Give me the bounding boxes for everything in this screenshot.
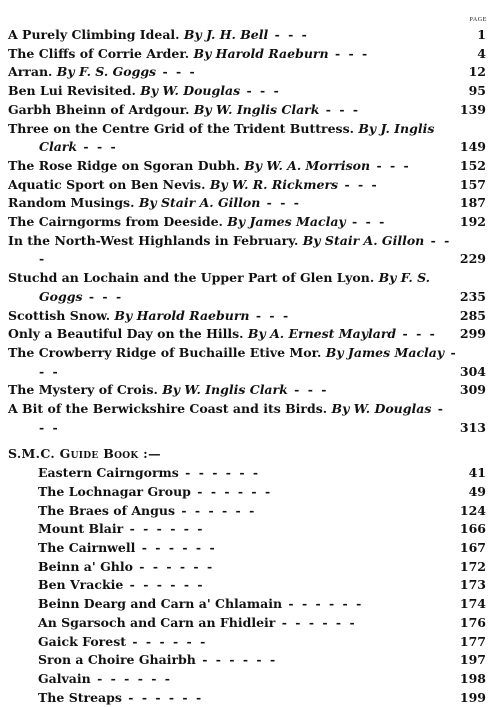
- dot-leader: - - - - - -: [282, 596, 364, 612]
- entry-page-number: 139: [459, 101, 486, 117]
- dot-leader: - - -: [338, 176, 379, 192]
- dot-leader: - - - - - -: [190, 483, 273, 499]
- guide-entry: [8, 576, 488, 595]
- dot-leader: - - -: [370, 157, 411, 173]
- entry-title: Three on the Centre Grid of the Trident Buttress.: [8, 120, 354, 136]
- entry-author: By Harold Raeburn: [114, 307, 250, 323]
- entry-title: Scottish Snow.: [8, 307, 111, 323]
- guide-entry-page-number: 176: [459, 614, 486, 630]
- toc-entry: [8, 45, 488, 64]
- dot-leader: - - -: [77, 139, 118, 155]
- entry-page-number: 12: [468, 64, 486, 80]
- dot-leader: - - -: [268, 27, 309, 42]
- guide-heading-prefix: S.M.C.: [8, 446, 56, 462]
- article-list: [8, 26, 488, 437]
- guide-entry-title: Eastern Cairngorms: [38, 465, 179, 481]
- entry-author: By J. H. Bell: [183, 27, 269, 42]
- entry-author: By W. Inglis Clark: [162, 382, 288, 398]
- entry-author: By James Maclay: [227, 214, 346, 230]
- entry-page-number: 192: [459, 214, 486, 230]
- guide-entry: [8, 558, 488, 577]
- toc-entry: [8, 307, 488, 326]
- toc-entry: [8, 157, 488, 176]
- dot-leader: - - -: [287, 382, 329, 398]
- dot-leader: - - -: [260, 195, 301, 211]
- dot-leader: - - -: [319, 101, 361, 117]
- dot-leader: - - - - - -: [135, 539, 217, 555]
- entry-title: Only a Beautiful Day on the Hills.: [8, 326, 244, 342]
- dot-leader: - - -: [156, 64, 197, 80]
- entry-page-number: 1: [477, 27, 486, 42]
- entry-page-number: 187: [459, 195, 486, 211]
- entry-author: By J. Inglis Clark: [39, 120, 435, 155]
- entry-author: By Harold Raeburn: [193, 45, 329, 61]
- entry-page-number: 304: [459, 363, 486, 379]
- toc-entry: [8, 101, 488, 120]
- entry-page-number: 152: [459, 157, 486, 173]
- toc-entry: [8, 63, 488, 82]
- entry-author: By Stair A. Gillon: [302, 232, 425, 248]
- dot-leader: - - -: [249, 307, 291, 323]
- guide-entry-title: Mount Blair: [38, 521, 124, 537]
- entry-page-number: 285: [459, 307, 486, 323]
- guide-entry-page-number: 166: [459, 521, 486, 537]
- entry-author: By W. Inglis Clark: [193, 101, 320, 117]
- entry-title: Arran.: [8, 64, 53, 80]
- guide-entry-title: Gaick Forest: [38, 633, 127, 649]
- toc-entry: [8, 381, 488, 400]
- guide-entry-title: The Lochnagar Group: [38, 483, 191, 499]
- dot-leader: - - - - - -: [126, 633, 208, 649]
- guide-entry-page-number: 199: [459, 689, 486, 705]
- entry-title: A Purely Climbing Ideal.: [8, 27, 180, 42]
- guide-entry-title: Beinn Dearg and Carn a' Chlamain: [38, 596, 283, 612]
- guide-entry: [8, 539, 488, 558]
- toc-entry: [8, 232, 488, 269]
- entry-page-number: 313: [459, 419, 486, 435]
- dot-leader: - - -: [39, 401, 445, 435]
- guide-entry: [8, 520, 488, 539]
- entry-page-number: 309: [459, 382, 486, 398]
- guide-entry-title: The Streaps: [38, 689, 122, 705]
- entry-title: In the North-West Highlands in February.: [8, 232, 299, 248]
- guide-book-heading: [8, 445, 488, 464]
- guide-entry-title: The Cairnwell: [38, 539, 136, 555]
- guide-entry-page-number: 167: [459, 539, 486, 555]
- guide-entry-title: Sron a Choire Ghairbh: [38, 652, 196, 668]
- guide-entry: [8, 483, 488, 502]
- entry-title: Garbh Bheinn of Ardgour.: [8, 101, 190, 117]
- guide-heading-title: Guide Book: [59, 446, 139, 462]
- entry-author: By Stair A. Gillon: [138, 195, 261, 211]
- guide-entry-title: Galvain: [38, 670, 91, 686]
- guide-entry-page-number: 41: [468, 465, 486, 481]
- toc-entry: [8, 120, 488, 157]
- guide-entry-page-number: 173: [459, 577, 486, 593]
- entry-title: The Crowberry Ridge of Buchaille Etive Mor.: [8, 344, 322, 360]
- guide-entry: [8, 502, 488, 521]
- toc-entry: [8, 26, 488, 45]
- guide-entry: [8, 595, 488, 614]
- guide-entry: [8, 651, 488, 670]
- entry-title: Random Musings.: [8, 195, 135, 211]
- guide-entry-page-number: 49: [468, 483, 486, 499]
- dot-leader: - - - - - -: [195, 652, 278, 668]
- guide-book-list: [8, 464, 488, 707]
- entry-title: The Mystery of Crois.: [8, 382, 158, 398]
- guide-entry: [8, 614, 488, 633]
- toc-entry: [8, 213, 488, 232]
- entry-author: By W. Douglas: [140, 83, 241, 99]
- table-of-contents: [8, 26, 488, 707]
- entry-author: By W. Douglas: [331, 401, 432, 417]
- dot-leader: - - -: [39, 232, 452, 267]
- dot-leader: - - -: [39, 344, 458, 379]
- dot-leader: - - - - - -: [132, 558, 215, 574]
- entry-title: Ben Lui Revisited.: [8, 83, 136, 99]
- guide-entry-title: The Braes of Angus: [38, 502, 176, 518]
- entry-page-number: 95: [468, 83, 486, 99]
- dot-leader: - - - - - -: [90, 670, 172, 686]
- toc-entry: [8, 344, 488, 381]
- guide-entry-page-number: 124: [459, 502, 486, 518]
- dot-leader: - - - - - -: [275, 614, 357, 630]
- entry-title: The Cairngorms from Deeside.: [8, 214, 223, 230]
- entry-page-number: 4: [477, 45, 486, 61]
- entry-page-number: 229: [459, 251, 486, 267]
- guide-entry: [8, 670, 488, 689]
- guide-entry-page-number: 172: [459, 558, 486, 574]
- toc-entry: [8, 400, 488, 437]
- entry-author: By F. S. Goggs: [39, 270, 430, 304]
- entry-title: Aquatic Sport on Ben Nevis.: [8, 176, 206, 192]
- dot-leader: - - -: [396, 326, 437, 342]
- dot-leader: - - - - - -: [121, 689, 204, 705]
- entry-page-number: 157: [459, 176, 486, 192]
- entry-title: Stuchd an Lochain and the Upper Part of Glen Lyon.: [8, 270, 375, 286]
- entry-author: By A. Ernest Maylard: [247, 326, 397, 342]
- dot-leader: - - - - - -: [123, 577, 205, 593]
- dot-leader: - - -: [240, 83, 281, 99]
- dot-leader: - - -: [82, 288, 124, 304]
- entry-title: A Bit of the Berwickshire Coast and its Birds.: [8, 401, 328, 417]
- guide-heading-suffix: :—: [143, 446, 161, 462]
- guide-entry: [8, 464, 488, 483]
- page-column-label: PAGE: [469, 17, 487, 23]
- guide-entry-page-number: 177: [459, 633, 486, 649]
- dot-leader: - - - - - -: [178, 465, 261, 481]
- entry-author: By James Maclay: [325, 344, 445, 360]
- guide-entry-title: Ben Vrackie: [38, 577, 124, 593]
- toc-entry: [8, 194, 488, 213]
- toc-entry: [8, 82, 488, 101]
- guide-entry-page-number: 197: [459, 652, 486, 668]
- entry-page-number: 235: [459, 288, 486, 304]
- entry-title: The Rose Ridge on Sgoran Dubh.: [8, 157, 240, 173]
- dot-leader: - - -: [345, 214, 387, 230]
- entry-author: By F. S. Goggs: [56, 64, 157, 80]
- entry-title: The Cliffs of Corrie Arder.: [8, 45, 190, 61]
- guide-entry-page-number: 174: [459, 596, 486, 612]
- entry-author: By W. R. Rickmers: [209, 176, 339, 192]
- toc-entry: [8, 176, 488, 195]
- guide-entry-title: An Sgarsoch and Carn an Fhidleir: [38, 614, 276, 630]
- toc-entry: [8, 269, 488, 306]
- guide-entry: [8, 633, 488, 652]
- entry-author: By W. A. Morrison: [244, 157, 371, 173]
- entry-page-number: 149: [459, 139, 486, 155]
- dot-leader: - - - - - -: [123, 521, 205, 537]
- dot-leader: - - -: [328, 45, 370, 61]
- guide-entry: [8, 689, 488, 707]
- guide-entry-page-number: 198: [459, 670, 486, 686]
- dot-leader: - - - - - -: [175, 502, 257, 518]
- guide-entry-title: Beinn a' Ghlo: [38, 558, 133, 574]
- entry-page-number: 299: [459, 326, 486, 342]
- toc-entry: [8, 325, 488, 344]
